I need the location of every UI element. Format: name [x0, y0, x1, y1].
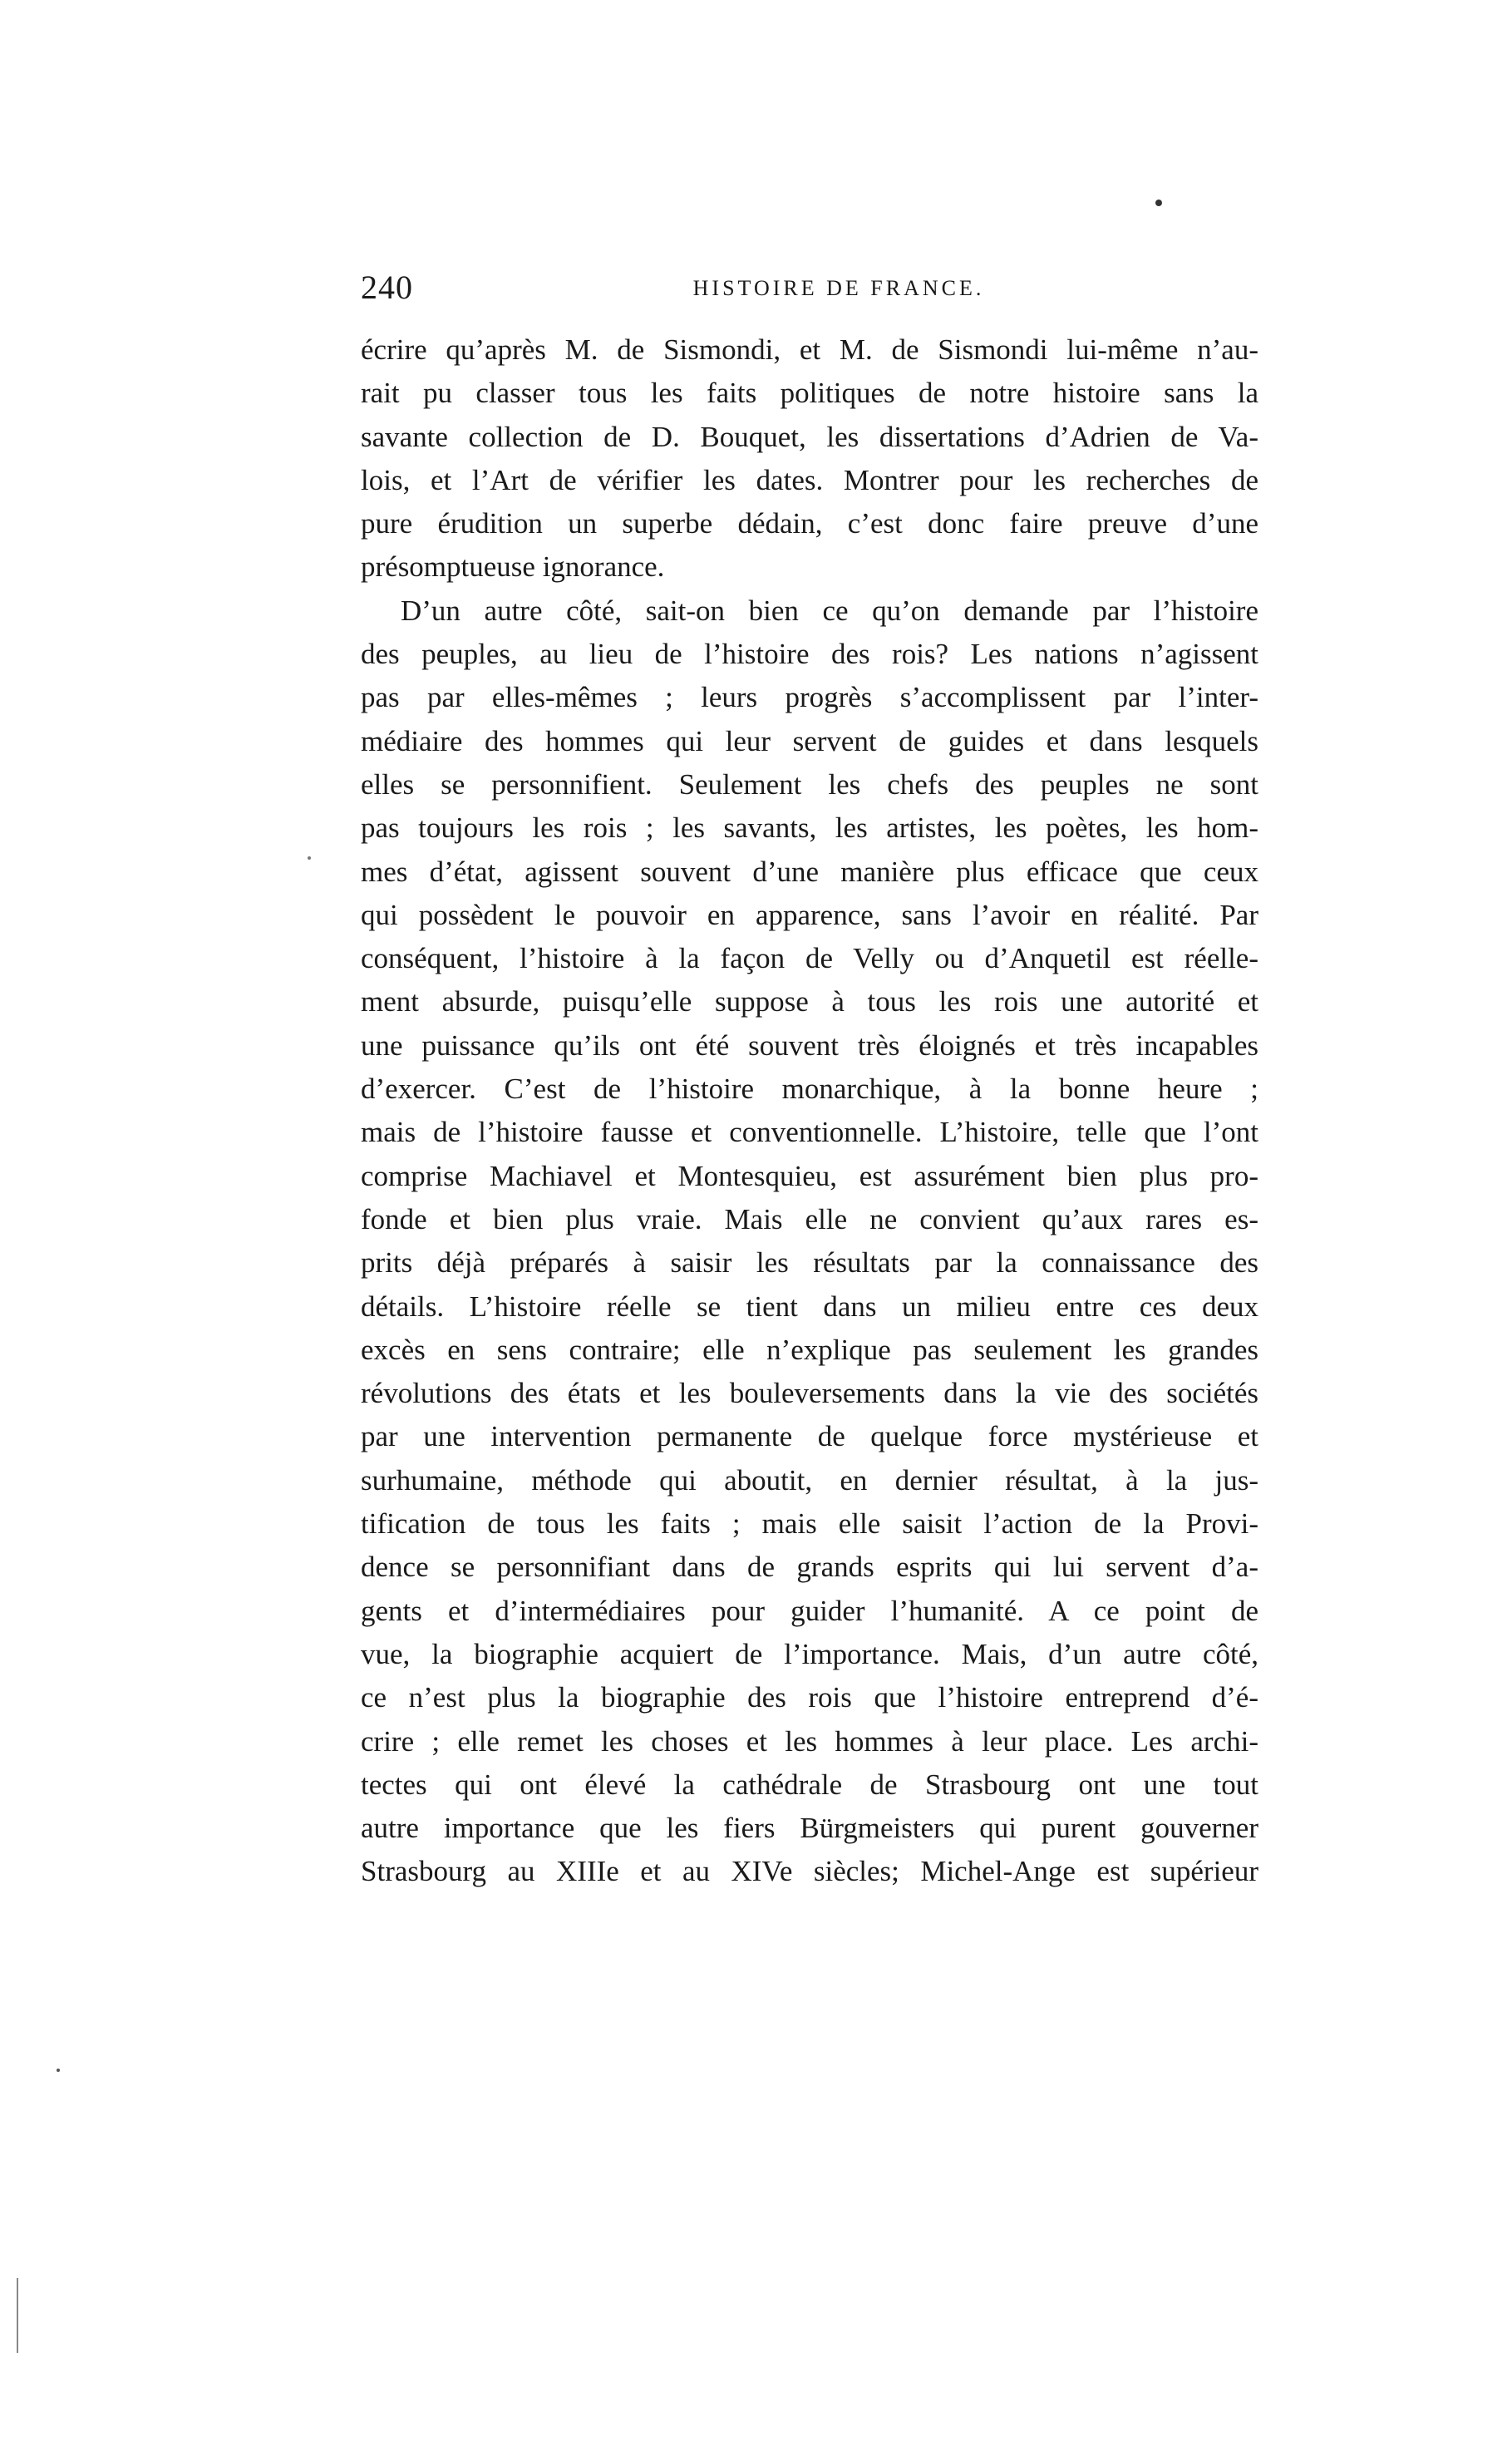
text-line: conséquent, l’histoire à la façon de Velly ou d’Anquetil est réelle-: [361, 942, 1258, 975]
text-line: mais de l’histoire fausse et conventionnelle. L’histoire, telle que l’ont: [361, 1116, 1258, 1149]
text-line: lois, et l’Art de vérifier les dates. Montrer pour les recherches de: [361, 463, 1258, 496]
text-line: des peuples, au lieu de l’histoire des rois? Les nations n’agissent: [361, 638, 1258, 671]
text-line: fonde et bien plus vraie. Mais elle ne convient qu’aux rares es-: [361, 1202, 1258, 1235]
text-line: excès en sens contraire; elle n’explique pas seulement les grandes: [361, 1333, 1258, 1366]
body-text: [361, 328, 1258, 1894]
text-line: pas par elles-mêmes ; leurs progrès s’accomplissent par l’inter-: [361, 681, 1258, 714]
running-head: HISTOIRE DE FRANCE.: [692, 276, 985, 300]
text-line: elles se personnifient. Seulement les chefs des peuples ne sont: [361, 767, 1258, 801]
text-line: autre importance que les fiers Bürgmeisters qui purent gouverner: [361, 1812, 1258, 1845]
text-line: ce n’est plus la biographie des rois que l’histoire entreprend d’é-: [361, 1681, 1258, 1714]
text-line: détails. L’histoire réelle se tient dans un milieu entre ces deux: [361, 1290, 1258, 1323]
text-line: écrire qu’après M. de Sismondi, et M. de Sismondi lui-même n’au-: [361, 333, 1258, 366]
text-line: pure érudition un superbe dédain, c’est donc faire preuve d’une: [361, 507, 1258, 540]
ink-speck: [308, 856, 311, 860]
page-number: 240: [361, 269, 413, 306]
scan-artifact-line: [17, 2278, 18, 2353]
text-line: une puissance qu’ils ont été souvent très éloignés et très incapables: [361, 1028, 1258, 1062]
text-line: savante collection de D. Bouquet, les dissertations d’Adrien de Va-: [361, 420, 1258, 453]
text-line: qui possèdent le pouvoir en apparence, sans l’avoir en réalité. Par: [361, 898, 1258, 931]
text-line: vue, la biographie acquiert de l’importance. Mais, d’un autre côté,: [361, 1637, 1258, 1670]
text-line: gents et d’intermédiaires pour guider l’humanité. A ce point de: [361, 1594, 1258, 1627]
ink-speck: [57, 2069, 60, 2072]
text-line: révolutions des états et les bouleversements dans la vie des sociétés: [361, 1377, 1258, 1410]
text-line: tectes qui ont élevé la cathédrale de Strasbourg ont une tout: [361, 1768, 1258, 1801]
text-line: crire ; elle remet les choses et les hommes à leur place. Les archi-: [361, 1724, 1258, 1758]
text-line: comprise Machiavel et Montesquieu, est assurément bien plus pro-: [361, 1159, 1258, 1192]
text-line: présomptueuse ignorance.: [361, 550, 665, 584]
text-line: rait pu classer tous les faits politiques de notre histoire sans la: [361, 377, 1258, 410]
text-line: pas toujours les rois ; les savants, les artistes, les poètes, les hom-: [361, 811, 1258, 845]
text-line: surhumaine, méthode qui aboutit, en dernier résultat, à la jus-: [361, 1463, 1258, 1497]
text-line: d’exercer. C’est de l’histoire monarchique, à la bonne heure ;: [361, 1073, 1258, 1106]
text-line: D’un autre côté, sait-on bien ce qu’on demande par l’histoire: [401, 594, 1258, 627]
text-line: médiaire des hommes qui leur servent de guides et dans lesquels: [361, 724, 1258, 757]
text-line: Strasbourg au XIIIe et au XIVe siècles; Michel-Ange est supérieur: [361, 1855, 1258, 1888]
text-line: ment absurde, puisqu’elle suppose à tous les rois une autorité et: [361, 985, 1258, 1018]
text-line: prits déjà préparés à saisir les résultats par la connaissance des: [361, 1246, 1258, 1280]
page-header: [361, 268, 1258, 318]
text-line: tification de tous les faits ; mais elle saisit l’action de la Provi-: [361, 1507, 1258, 1541]
ink-speck: [1155, 200, 1162, 206]
text-line: mes d’état, agissent souvent d’une manière plus efficace que ceux: [361, 855, 1258, 888]
text-line: par une intervention permanente de quelque force mystérieuse et: [361, 1420, 1258, 1453]
text-line: dence se personnifiant dans de grands esprits qui lui servent d’a-: [361, 1551, 1258, 1584]
